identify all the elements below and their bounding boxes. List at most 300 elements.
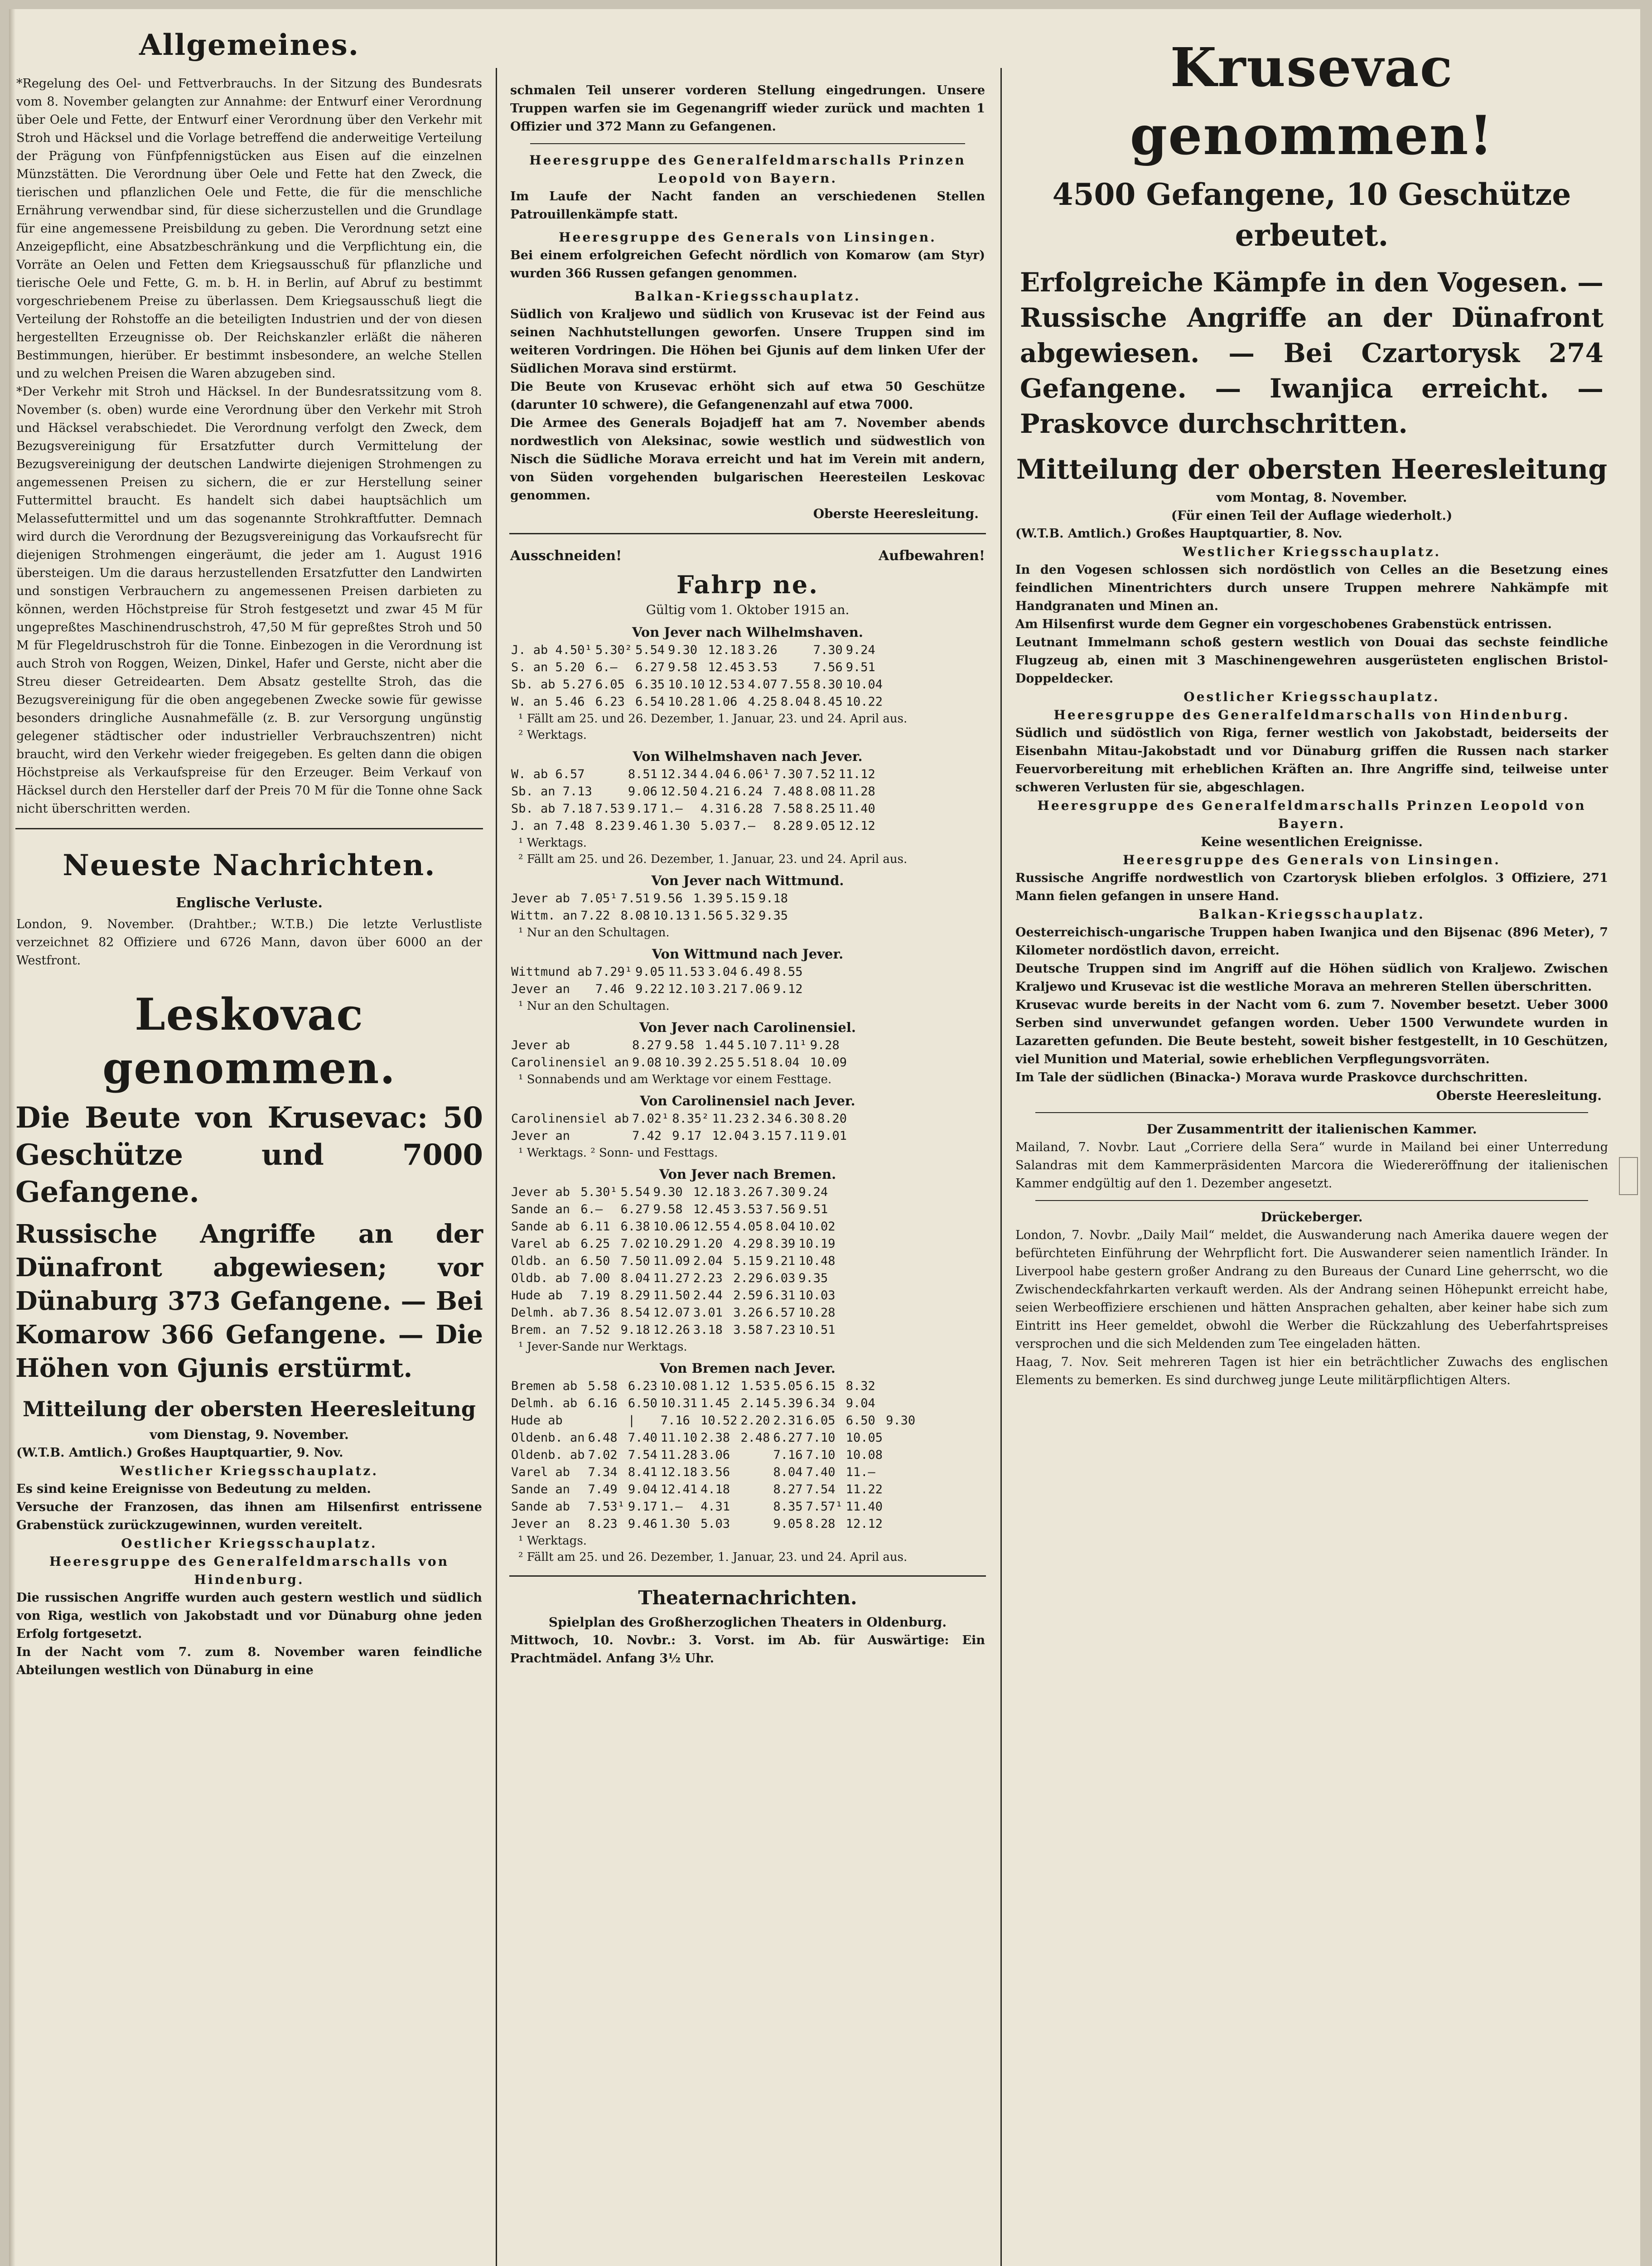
timetable-cell: 2.04 bbox=[693, 1254, 723, 1268]
timetable-row bbox=[511, 1395, 918, 1412]
timetable-cell: 12.55 bbox=[693, 1220, 730, 1234]
timetable-cell: 4.31 bbox=[700, 1500, 730, 1514]
timetable-cell: Varel ab bbox=[511, 1237, 570, 1251]
timetable-row bbox=[511, 1270, 839, 1287]
timetable-cell: 8.41 bbox=[628, 1465, 657, 1479]
article-west-3: Leutnant Immelmann schoß gestern westlich von Douai das sechste feindliche Flugzeug ab, einen mit 3 Maschinengewehren ausgerüsteten englischen Bristol-Doppeldecker. bbox=[1015, 635, 1608, 686]
timetable-cell: 11.— bbox=[845, 1465, 875, 1479]
timetable-cell: 8.04 bbox=[766, 1220, 796, 1234]
timetable-cell: 10.39 bbox=[665, 1056, 702, 1070]
timetable-cell: 11.09 bbox=[653, 1254, 690, 1268]
timetable-cell: 2.25 bbox=[705, 1056, 734, 1070]
timetable-cell: 1.— bbox=[660, 802, 683, 816]
subhead-balkan: Balkan-Kriegsschauplatz. bbox=[1198, 907, 1425, 922]
timetable-cell: 11.28 bbox=[660, 1448, 698, 1462]
timetable-cell: 10.03 bbox=[798, 1288, 836, 1302]
article-balkan-4: Im Tale der südlichen (Binacka-) Morava wurde Praskovce durchschritten. bbox=[1015, 1070, 1528, 1085]
timetable-cell: 5.03 bbox=[700, 1517, 730, 1531]
timetable-cell: 12.04 bbox=[712, 1129, 749, 1143]
timetable-row bbox=[511, 766, 879, 783]
subhead-leopold: Heeresgruppe des Generalfeldmarschalls Prinzen Leopold von Bayern. bbox=[529, 153, 966, 186]
timetable-cell: 4.25 bbox=[748, 695, 778, 709]
timetable-cell: 12.26 bbox=[653, 1323, 690, 1337]
timetable-cell: 6.50 bbox=[628, 1396, 657, 1410]
timetable-cell: 1.06 bbox=[708, 695, 738, 709]
timetable-cell: 8.23 bbox=[588, 1517, 618, 1531]
article-west-1: In den Vogesen schlossen sich nordöstlich von Celles an die Besetzung eines feindlichen Minentrichters durch unsere Truppen mehrere Nahkämpfe mit Handgranaten und Minen an. bbox=[1015, 563, 1608, 613]
timetable-cell: 9.04 bbox=[845, 1396, 875, 1410]
timetable-cell: 9.18 bbox=[758, 891, 788, 905]
timetable-cell: Jever ab bbox=[511, 891, 570, 905]
subhead-hindenburg: Heeresgruppe des Generalfeldmarschalls von Hindenburg. bbox=[49, 1554, 449, 1587]
timetable-cell: 7.— bbox=[733, 819, 755, 833]
timetable-cell: 9.01 bbox=[817, 1129, 847, 1143]
timetable-cell: 7.11 bbox=[784, 1129, 814, 1143]
timetable-cell: 11.40 bbox=[845, 1500, 883, 1514]
timetable-cell: 9.18 bbox=[620, 1323, 650, 1337]
mitteilung-date: vom Dienstag, 9. November. bbox=[150, 1427, 349, 1442]
timetable-cell: 8.45 bbox=[813, 695, 843, 709]
timetable-cell: 2.44 bbox=[693, 1288, 723, 1302]
timetable-cell: 8.27 bbox=[773, 1482, 803, 1496]
timetable-cell: 6.28 bbox=[733, 802, 763, 816]
timetable-cell: 1.44 bbox=[705, 1038, 734, 1052]
timetable-cell: Sande ab bbox=[511, 1220, 570, 1234]
timetable-cell: 7.46 bbox=[595, 982, 625, 996]
timetable-cell: 7.34 bbox=[588, 1465, 618, 1479]
timetable-cell bbox=[595, 783, 628, 800]
timetable-note: ² Werktags. bbox=[518, 728, 587, 742]
article-continued: schmalen Teil unserer vorderen Stellung eingedrungen. Unsere Truppen warfen sie im Gegenangriff wieder zurück und machten 1 Offizier und 372 Mann zu Gefangenen. bbox=[510, 83, 985, 134]
timetable-cell: 9.51 bbox=[798, 1202, 828, 1216]
timetable-cell: 2.38 bbox=[700, 1431, 730, 1445]
timetable-cell: 3.26 bbox=[748, 643, 778, 657]
timetable-cell: 3.56 bbox=[700, 1465, 730, 1479]
timetable-cell: 2.48 bbox=[740, 1431, 770, 1445]
timetable-cell: 8.04 bbox=[773, 1465, 803, 1479]
timetables bbox=[503, 623, 992, 1565]
timetable-row bbox=[511, 1464, 918, 1481]
timetable-cell: 12.41 bbox=[660, 1482, 698, 1496]
timetable-cell: 9.12 bbox=[773, 982, 803, 996]
timetable-cell: 8.08 bbox=[806, 784, 836, 799]
timetable-cell: 7.49 bbox=[588, 1482, 618, 1496]
timetable-cell: 9.04 bbox=[628, 1482, 657, 1496]
timetable-cell: 7.48 bbox=[773, 784, 803, 799]
timetable-cell: 6.35 bbox=[635, 678, 665, 692]
timetable-cell: Sande ab bbox=[511, 1500, 570, 1514]
newspaper-page bbox=[9, 9, 1640, 2266]
timetable-row bbox=[511, 1110, 850, 1128]
divider bbox=[15, 828, 483, 829]
timetable-heading: Von Jever nach Carolinensiel. bbox=[639, 1020, 856, 1035]
timetable-cell: 11.12 bbox=[838, 767, 875, 781]
timetable-cell: 7.40 bbox=[628, 1431, 657, 1445]
article-balkan-1: Südlich von Kraljewo und südlich von Krusevac ist der Feind aus seinen Nachhutstellungen geworfen. Unsere Truppen sind im weiteren Vordringen. Die Höhen bei Gjunis auf dem linken Ufer der Südlichen Morava sind erstürmt. bbox=[510, 307, 985, 376]
timetable-note: ¹ Nur an den Schultagen. bbox=[518, 926, 670, 939]
timetable-cell: Hude ab bbox=[511, 1288, 563, 1302]
column-right bbox=[1008, 9, 1615, 2266]
timetable-cell: 6.03 bbox=[766, 1271, 796, 1285]
timetable-note: ¹ Jever-Sande nur Werktags. bbox=[518, 1340, 687, 1354]
timetable-cell: 7.23 bbox=[766, 1323, 796, 1337]
timetable-row bbox=[511, 890, 791, 907]
timetable-cell: 9.24 bbox=[845, 643, 875, 657]
timetable-cell: 9.58 bbox=[668, 660, 698, 674]
timetable-row bbox=[511, 1516, 918, 1533]
timetable-cell: 9.17 bbox=[628, 1500, 657, 1514]
timetable-note: ² Fällt am 25. und 26. Dezember, 1. Januar, 23. und 24. April aus. bbox=[518, 852, 908, 866]
timetable-cell: 8.35 bbox=[773, 1500, 803, 1514]
column-middle bbox=[503, 9, 992, 2266]
timetable-cell: Wittm. an bbox=[511, 909, 578, 923]
timetable-cell: 6.25 bbox=[580, 1237, 610, 1251]
timetable-cell: 12.12 bbox=[838, 819, 875, 833]
timetable-cell: Wittmund ab bbox=[511, 965, 592, 979]
timetable-cell: 2.20 bbox=[740, 1414, 770, 1428]
subhead-west: Westlicher Kriegsschauplatz. bbox=[120, 1463, 379, 1478]
timetable-row bbox=[511, 1498, 918, 1516]
section-title-allgemeines: Allgemeines. bbox=[139, 28, 360, 62]
article-linsingen: Bei einem erfolgreichen Gefecht nördlich von Komarow (am Styr) wurden 366 Russen gefangen genommen. bbox=[510, 248, 985, 281]
mitteilung-note: (Für einen Teil der Auflage wiederholt.) bbox=[1171, 508, 1453, 523]
timetable-note: ¹ Werktags. bbox=[518, 836, 587, 850]
signature: Oberste Heeresleitung. bbox=[813, 506, 979, 521]
timetable-cell: 5.54 bbox=[635, 643, 665, 657]
timetable-cell: 9.17 bbox=[672, 1129, 702, 1143]
timetable-cell: 10.06 bbox=[653, 1220, 690, 1234]
timetable-cell: 1.30 bbox=[660, 1517, 690, 1531]
subhead-hindenburg: Heeresgruppe des Generalfeldmarschalls von Hindenburg. bbox=[1053, 707, 1570, 722]
timetable-cell: Carolinensiel an bbox=[511, 1056, 629, 1070]
timetable-cell: 3.53 bbox=[748, 660, 778, 674]
cut-left-label: Ausschneiden! bbox=[510, 548, 622, 564]
article-hindenburg: Südlich und südöstlich von Riga, ferner westlich von Jakobstadt, beiderseits der Eisenbahn Mitau-Jakobstadt und vor Dünaburg griffen die Russen nach starker Feuervorbereitung mit erheblichen Kräften an. Ihre Angriffe sind, teilweise unter schweren Verlusten für sie, abgeschlagen. bbox=[1015, 726, 1608, 794]
article-balkan-3: Krusevac wurde bereits in der Nacht vom 6. zum 7. November besetzt. Ueber 3000 Serben sind unverwundet gefangen worden. Ueber 1500 Verwundete wurden in Lazaretten gefunden. Die Beute besteht, soweit bisher festgestellt, in 10 Geschützen, viel Munition und Material, sowie erheblichen Verpflegungsvorräten. bbox=[1015, 998, 1608, 1066]
timetable-cell: Oldb. ab bbox=[511, 1271, 570, 1285]
timetable-cell: 11.10 bbox=[660, 1431, 698, 1445]
timetable-cell: 9.46 bbox=[628, 1517, 657, 1531]
timetable-note: ¹ Nur an den Schultagen. bbox=[518, 999, 670, 1013]
timetable-cell: 5.15 bbox=[733, 1254, 763, 1268]
timetable-cell: 10.02 bbox=[798, 1220, 836, 1234]
timetable-row bbox=[511, 659, 886, 676]
timetable-row bbox=[511, 1253, 839, 1270]
timetable-cell: 7.16 bbox=[660, 1414, 690, 1428]
timetable-cell: 6.48 bbox=[588, 1431, 618, 1445]
timetable-cell: 7.54 bbox=[806, 1482, 836, 1496]
timetable-cell: 12.45 bbox=[708, 660, 745, 674]
timetable-cell: 5.58 bbox=[588, 1379, 618, 1393]
timetable-cell: 3.58 bbox=[733, 1323, 763, 1337]
timetable-cell: 10.09 bbox=[810, 1056, 847, 1070]
article-west-2: Versuche der Franzosen, das ihnen am Hilsenfirst entrissene Grabenstück zurückzugewinnen, wurden vereitelt. bbox=[16, 1500, 482, 1532]
timetable-row bbox=[511, 1378, 918, 1395]
headline-leskovac: Leskovac genommen. bbox=[102, 989, 396, 1094]
timetable-cell: 6.11 bbox=[580, 1220, 610, 1234]
timetable-cell: 10.28 bbox=[798, 1306, 836, 1320]
timetable-cell: J. an 7.48 bbox=[511, 819, 585, 833]
timetable-cell: 7.54 bbox=[628, 1448, 657, 1462]
timetable-cell: 7.22 bbox=[580, 909, 610, 923]
timetable-cell: 3.18 bbox=[693, 1323, 723, 1337]
wtb-line: (W.T.B. Amtlich.) Großes Hauptquartier, 9. Nov. bbox=[16, 1446, 343, 1460]
timetable-cell: 1.39 bbox=[693, 891, 723, 905]
timetable-cell: S. an 5.20 bbox=[511, 660, 585, 674]
timetable-row bbox=[511, 783, 879, 800]
timetable-cell: 7.36 bbox=[580, 1306, 610, 1320]
timetable-cell: 8.23 bbox=[595, 819, 625, 833]
timetable-cell: 12.18 bbox=[660, 1465, 698, 1479]
timetable-cell: 7.52 bbox=[580, 1323, 610, 1337]
divider bbox=[530, 143, 965, 144]
timetable-cell: 3.26 bbox=[733, 1185, 763, 1199]
timetable-cell: 8.25 bbox=[806, 802, 836, 816]
timetable-cell: 6.34 bbox=[806, 1396, 836, 1410]
timetable-heading: Von Jever nach Wittmund. bbox=[651, 873, 844, 888]
timetable-cell: 1.56 bbox=[693, 909, 723, 923]
timetable-cell: 7.02 bbox=[620, 1237, 650, 1251]
timetable-cell: 6.05 bbox=[595, 678, 625, 692]
timetable-cell: 10.28 bbox=[668, 695, 705, 709]
timetable-cell: 2.29 bbox=[733, 1271, 763, 1285]
timetable-heading: Von Jever nach Bremen. bbox=[659, 1167, 836, 1182]
timetable-cell: 7.30 bbox=[813, 643, 843, 657]
timetable bbox=[511, 766, 879, 835]
timetable-heading: Von Bremen nach Jever. bbox=[660, 1361, 836, 1376]
timetable-cell: 6.— bbox=[580, 1202, 603, 1216]
timetable-note: ¹ Sonnabends und am Werktage vor einem Festtage. bbox=[518, 1073, 832, 1086]
timetable-cell: Sande an bbox=[511, 1482, 570, 1496]
timetable-cell: 9.24 bbox=[798, 1185, 828, 1199]
headline-gefangene: 4500 Gefangene, 10 Geschütze erbeutet. bbox=[1052, 177, 1571, 253]
timetable-cell: 6.27 bbox=[773, 1431, 803, 1445]
timetable-cell: 3.06 bbox=[700, 1448, 730, 1462]
timetable-cell: 6.49 bbox=[740, 965, 770, 979]
timetable-cell: 7.42 bbox=[632, 1129, 662, 1143]
timetable-cell: 1.45 bbox=[700, 1396, 730, 1410]
timetable-cell: 2.23 bbox=[693, 1271, 723, 1285]
timetable-cell: 2.31 bbox=[773, 1414, 803, 1428]
timetable-cell: 7.10 bbox=[806, 1431, 836, 1445]
timetable-cell: 12.18 bbox=[693, 1185, 730, 1199]
timetable-cell: 11.23 bbox=[712, 1112, 749, 1126]
timetable-cell: 9.06 bbox=[628, 784, 657, 799]
timetable-cell: 8.35² bbox=[672, 1112, 709, 1126]
timetable-cell: Hude ab bbox=[511, 1414, 563, 1428]
timetable-cell bbox=[740, 1516, 773, 1533]
timetable-row bbox=[511, 964, 806, 981]
timetable bbox=[511, 964, 806, 998]
timetable-cell: 9.35 bbox=[798, 1271, 828, 1285]
timetable bbox=[511, 1378, 918, 1533]
timetable-cell: 11.40 bbox=[838, 802, 875, 816]
timetable-heading: Von Wilhelmshaven nach Jever. bbox=[633, 749, 863, 764]
timetable-cell: 6.50 bbox=[580, 1254, 610, 1268]
signature: Oberste Heeresleitung. bbox=[1436, 1088, 1602, 1103]
subhead-leopold: Heeresgruppe des Generalfeldmarschalls Prinzen Leopold von Bayern. bbox=[1037, 798, 1586, 831]
headline-mitteilung: Mitteilung der obersten Heeresleitung bbox=[23, 1397, 476, 1421]
subhead-west: Westlicher Kriegsschauplatz. bbox=[1182, 544, 1441, 559]
article-verluste: London, 9. November. (Drahtber.; W.T.B.) Die letzte Verlustliste verzeichnet 82 Offiziere und 6726 Mann, davon über 6000 an der Westfront. bbox=[16, 917, 482, 968]
timetable-cell: 6.27 bbox=[620, 1202, 650, 1216]
timetable-cell: 1.30 bbox=[660, 819, 690, 833]
subhead-ost: Oestlicher Kriegsschauplatz. bbox=[1183, 689, 1440, 704]
timetable-row bbox=[511, 800, 879, 818]
article-stroh-haecksel: *Der Verkehr mit Stroh und Häcksel. In der Bundesratssitzung vom 8. November (s. oben) wurde eine Verordnung über den Verkehr mit Stroh und Häcksel verabschiedet. Die Verordnung verfolgt den Zweck, dem Bezugsvereinigung für Ersatzfutter durch Vermittelung der Bezugsvereinigung der deutschen Landwirte diejenigen Strohmengen zu angemessenen Preisen zu sichern, die er zur Herstellung seiner Futtermittel braucht. Es handelt sich dabei hauptsächlich um Melassefuttermittel und um das sogenannte Strohkraftfutter. Demnach wird durch die Verordnung der Bezugsvereinigung das Vorkaufsrecht für diejenigen Strohmengen eingeräumt, die jeder am 1. August 1916 übersteigen. Um die daraus herzustellenden Ersatzfutter den Landwirten und sonstigen Verbrauchern zu angemessenen Preisen darbieten zu können, werden Höchstpreise für Stroh festgesetzt und zwar 45 M für ungepreßtes Maschinendruschstroh, 47,50 M für gepreßtes Stroh und 50 M für Flegeldruschstroh für die Tonne. Einbezogen in die Verordnung ist auch Stroh von Roggen, Weizen, Dinkel, Hafer und Gerste, nicht aber die Streu dieser Getreidearten. Dem Absatz gestellte Stroh, das die Bezugsvereinigung für die oben angegebenen Zwecke sowie für gewisse besonders dringliche Ausnahmefälle (z. B. zur Versorgung ungünstig gelegener städtischer oder industrieller Verbrauchszentren) nicht braucht, wird den Verkehr wieder freigegeben. Es gelten dann die obigen Höchstpreise als Verkaufspreise für den Erzeuger. Beim Verkauf von Häcksel durch den Hersteller darf der Preis 70 M für die Tonne ohne Sack nicht überschritten werden. bbox=[16, 385, 482, 816]
timetable-cell: 7.58 bbox=[773, 802, 803, 816]
timetable-cell: 4.07 bbox=[748, 678, 778, 692]
cut-notice bbox=[503, 544, 992, 567]
timetable-cell: 10.05 bbox=[845, 1431, 883, 1445]
section-title-neueste: Neueste Nachrichten. bbox=[63, 848, 436, 882]
timetable-cell: 1.— bbox=[660, 1500, 683, 1514]
timetable-cell: 8.29 bbox=[620, 1288, 650, 1302]
timetable-heading: Von Jever nach Wilhelmshaven. bbox=[632, 625, 863, 640]
timetable-cell: 9.56 bbox=[653, 891, 683, 905]
timetable-cell: 3.53 bbox=[733, 1202, 763, 1216]
timetable-cell: Bremen ab bbox=[511, 1379, 578, 1393]
timetable-cell: 12.07 bbox=[653, 1306, 690, 1320]
timetable-cell: Sb. ab 5.27 bbox=[511, 678, 592, 692]
timetable-cell: Carolinensiel ab bbox=[511, 1112, 629, 1126]
timetable-cell: W. ab 6.57 bbox=[511, 767, 585, 781]
timetable-cell: 5.03 bbox=[700, 819, 730, 833]
timetable-cell bbox=[740, 1464, 773, 1481]
timetable-cell: 11.53 bbox=[668, 965, 705, 979]
timetable-cell: 12.34 bbox=[660, 767, 698, 781]
timetable-cell: 8.54 bbox=[620, 1306, 650, 1320]
timetable-cell: 7.53 bbox=[595, 802, 625, 816]
timetable bbox=[511, 1037, 850, 1071]
article-ost-2: In der Nacht vom 7. zum 8. November waren feindliche Abteilungen westlich von Dünaburg in eine bbox=[16, 1645, 482, 1677]
timetable-row bbox=[511, 1201, 839, 1218]
timetable-row bbox=[511, 1481, 918, 1498]
mitteilung-date: vom Montag, 8. November. bbox=[1216, 490, 1407, 505]
timetable-cell: 6.54 bbox=[635, 695, 665, 709]
timetable-cell: 3.15 bbox=[752, 1129, 782, 1143]
timetable-cell: 8.04 bbox=[770, 1056, 800, 1070]
timetable-cell: 7.02¹ bbox=[632, 1112, 669, 1126]
timetable-cell: 8.08 bbox=[620, 909, 650, 923]
timetable-row bbox=[511, 1235, 839, 1253]
timetable-cell: 7.06 bbox=[740, 982, 770, 996]
timetable-cell: 7.52 bbox=[806, 767, 836, 781]
timetable-row bbox=[511, 1184, 839, 1201]
fahrplan-validity: Gültig vom 1. Oktober 1915 an. bbox=[646, 602, 850, 617]
subhead-linsingen: Heeresgruppe des Generals von Linsingen. bbox=[559, 230, 937, 245]
timetable-cell: 6.23 bbox=[628, 1379, 657, 1393]
timetable-cell: 9.46 bbox=[628, 819, 657, 833]
timetable-cell bbox=[781, 659, 813, 676]
timetable-row bbox=[511, 1447, 918, 1464]
timetable-heading: Von Wittmund nach Jever. bbox=[652, 946, 844, 962]
timetable-cell: 10.19 bbox=[798, 1237, 836, 1251]
timetable-cell: 2.59 bbox=[733, 1288, 763, 1302]
timetable-cell: 10.48 bbox=[798, 1254, 836, 1268]
timetable-cell: Jever an bbox=[511, 1517, 570, 1531]
timetable-cell: Jever an bbox=[511, 982, 570, 996]
timetable-cell: 7.05¹ bbox=[580, 891, 618, 905]
article-west-1: Es sind keine Ereignisse von Bedeutung zu melden. bbox=[16, 1482, 371, 1496]
subhead-balkan: Balkan-Kriegsschauplatz. bbox=[634, 289, 861, 304]
library-stamp bbox=[1618, 1156, 1639, 1196]
timetable-cell: 5.30¹ bbox=[580, 1185, 618, 1199]
timetable-cell: 7.29¹ bbox=[595, 965, 633, 979]
timetable-cell: 7.00 bbox=[580, 1271, 610, 1285]
timetable-cell: 9.17 bbox=[628, 802, 657, 816]
timetable-cell: 9.30 bbox=[886, 1414, 916, 1428]
timetable-row bbox=[511, 1218, 839, 1235]
timetable-row bbox=[511, 1287, 839, 1304]
timetable-cell: Varel ab bbox=[511, 1465, 570, 1479]
timetable-row bbox=[511, 981, 806, 998]
timetable-note: ¹ Werktags. bbox=[518, 1534, 587, 1548]
timetable-cell: 4.05 bbox=[733, 1220, 763, 1234]
timetable-cell: 8.30 bbox=[813, 678, 843, 692]
timetable-cell: 7.57¹ bbox=[806, 1500, 843, 1514]
timetable-cell: 12.18 bbox=[708, 643, 745, 657]
timetable-cell: 2.34 bbox=[752, 1112, 782, 1126]
timetable-cell: 1.20 bbox=[693, 1237, 723, 1251]
timetable bbox=[511, 1184, 839, 1339]
timetable-row bbox=[511, 1322, 839, 1339]
timetable-row bbox=[511, 642, 886, 659]
timetable-cell: 4.21 bbox=[700, 784, 730, 799]
timetable-cell: 10.52 bbox=[700, 1414, 738, 1428]
timetable-cell: 7.40 bbox=[806, 1465, 836, 1479]
column-rule bbox=[1000, 68, 1002, 2266]
divider bbox=[509, 533, 986, 534]
article-linsingen: Russische Angriffe nordwestlich von Czartorysk blieben erfolglos. 3 Offiziere, 271 Mann fielen gefangen in unsere Hand. bbox=[1015, 871, 1608, 903]
timetable-cell: 7.19 bbox=[580, 1288, 610, 1302]
timetable bbox=[511, 1110, 850, 1145]
timetable-cell: 7.50 bbox=[620, 1254, 650, 1268]
timetable-cell: 7.11¹ bbox=[770, 1038, 807, 1052]
timetable-cell: 8.51 bbox=[628, 767, 657, 781]
timetable-cell: 9.05 bbox=[635, 965, 665, 979]
timetable-cell: Sb. ab 7.18 bbox=[511, 802, 592, 816]
headline-verluste: Englische Verluste. bbox=[176, 895, 323, 911]
timetable-cell: 3.01 bbox=[693, 1306, 723, 1320]
timetable-cell: 6.57 bbox=[766, 1306, 796, 1320]
timetable-cell: 8.04 bbox=[620, 1271, 650, 1285]
timetable-cell: 7.30 bbox=[773, 767, 803, 781]
timetable-cell: 12.53 bbox=[708, 678, 745, 692]
timetable-cell: Jever ab bbox=[511, 1038, 570, 1052]
timetable-cell: 7.56 bbox=[813, 660, 843, 674]
timetable-row bbox=[511, 1128, 850, 1145]
timetable-cell: 2.14 bbox=[740, 1396, 770, 1410]
timetable-cell: 7.51 bbox=[620, 891, 650, 905]
timetable-cell: 8.04 bbox=[780, 695, 810, 709]
timetable-cell bbox=[781, 642, 813, 659]
timetable-row bbox=[511, 693, 886, 711]
timetable-cell: J. ab 4.50¹ bbox=[511, 643, 592, 657]
timetable-cell bbox=[740, 1498, 773, 1516]
timetable-cell: 7.56 bbox=[766, 1202, 796, 1216]
headline-kammer: Der Zusammentritt der italienischen Kammer. bbox=[1146, 1122, 1477, 1137]
article-ost-1: Die russischen Angriffe wurden auch gestern westlich und südlich von Riga, westlich von Jakobstadt und vor Dünaburg ohne jeden Erfolg fortgesetzt. bbox=[16, 1591, 482, 1641]
timetable bbox=[511, 890, 791, 925]
headline-summary: Erfolgreiche Kämpfe in den Vogesen. — Russische Angriffe an der Dünafront abgewiesen. — Bei Czartorysk 274 Gefangene. — Iwanjica erreicht. — Praskovce durchschritten. bbox=[1020, 267, 1604, 439]
timetable-cell: Jever ab bbox=[511, 1185, 570, 1199]
timetable-cell: 5.15 bbox=[725, 891, 755, 905]
timetable-cell: 6.06¹ bbox=[733, 767, 770, 781]
article-balkan-2: Deutsche Truppen sind im Angriff auf die Höhen südlich von Kraljewo. Zwischen Kraljewo und Krusevac ist die westliche Morava an mehreren Stellen überschritten. bbox=[1015, 962, 1608, 994]
timetable-cell: Oldb. an bbox=[511, 1254, 570, 1268]
subhead-ost: Oestlicher Kriegsschauplatz. bbox=[121, 1536, 377, 1551]
